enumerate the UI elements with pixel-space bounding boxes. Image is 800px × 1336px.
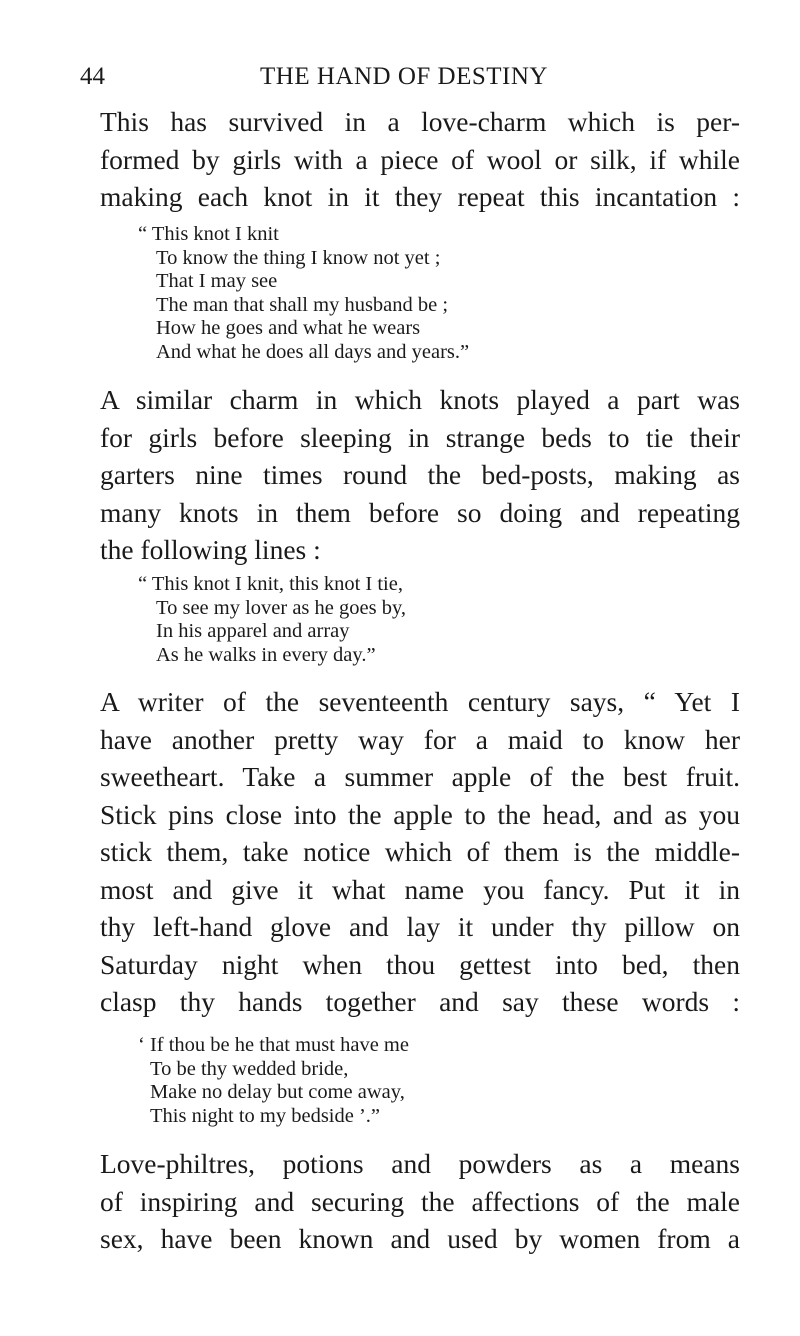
paragraph-line: stick them, take notice which of them is the middle- xyxy=(100,836,740,867)
paragraph-line: A writer of the seventeenth century says, “ Yet I xyxy=(100,686,740,717)
verse-line: As he walks in every day.” xyxy=(156,643,376,666)
paragraph-line: Love-philtres, potions and powders as a means xyxy=(100,1148,740,1179)
paragraph-line: garters nine times round the bed-posts, making as xyxy=(100,459,740,490)
paragraph-line: thy left-hand glove and lay it under thy pillow on xyxy=(100,911,740,942)
paragraph-line: A similar charm in which knots played a part was xyxy=(100,384,740,415)
verse-line: “ This knot I knit xyxy=(138,223,279,245)
paragraph-line: Stick pins close into the apple to the head, and as you xyxy=(100,798,740,830)
verse-line: And what he does all days and years.” xyxy=(156,340,470,363)
paragraph-3 xyxy=(100,683,740,1021)
verse-1 xyxy=(138,223,469,364)
paragraph-line: most and give it what name you fancy. Put it in xyxy=(100,873,740,905)
paragraph-line: sweetheart. Take a summer apple of the best fruit. xyxy=(100,761,740,792)
paragraph-line: for girls before sleeping in strange beds to tie their xyxy=(100,421,740,453)
page-number: 44 xyxy=(80,63,105,90)
verse-line: To see my lover as he goes by, xyxy=(156,596,407,619)
verse-line: Make no delay but come away, xyxy=(150,1081,405,1103)
paragraph-line: many knots in them before so doing and repeating xyxy=(100,496,740,528)
paragraph-1 xyxy=(100,103,740,216)
running-title: THE HAND OF DESTINY xyxy=(260,63,548,90)
verse-line: The man that shall my husband be ; xyxy=(156,293,449,316)
paragraph-line: have another pretty way for a maid to know her xyxy=(100,723,740,755)
verse-line: This night to my bedside ’.” xyxy=(150,1104,381,1127)
paragraph-line: Saturday night when thou gettest into bed, then xyxy=(100,948,740,980)
paragraph-4 xyxy=(100,1145,740,1258)
verse-2 xyxy=(138,573,406,667)
paragraph-line: making each knot in it they repeat this incantation : xyxy=(100,181,740,212)
paragraph-line: sex, have been known and used by women from a xyxy=(100,1223,740,1254)
verse-3 xyxy=(138,1034,409,1128)
running-head xyxy=(80,60,740,94)
verse-line: That I may see xyxy=(156,270,278,292)
paragraph-line: formed by girls with a piece of wool or silk, if while xyxy=(100,143,740,175)
verse-line: To know the thing I know not yet ; xyxy=(156,246,441,269)
verse-line: ‘ If thou be he that must have me xyxy=(138,1034,409,1056)
paragraph-line: clasp thy hands together and say these words : xyxy=(100,986,740,1017)
paragraph-line: the following lines : xyxy=(100,534,321,565)
verse-line: “ This knot I knit, this knot I tie, xyxy=(138,573,403,595)
verse-line: How he goes and what he wears xyxy=(156,317,421,339)
verse-line: To be thy wedded bride, xyxy=(150,1057,349,1080)
paragraph-line: of inspiring and securing the affections of the male xyxy=(100,1185,740,1217)
paragraph-line: This has survived in a love-charm which is per- xyxy=(100,106,740,137)
paragraph-2 xyxy=(100,381,740,569)
verse-line: In his apparel and array xyxy=(156,620,350,642)
